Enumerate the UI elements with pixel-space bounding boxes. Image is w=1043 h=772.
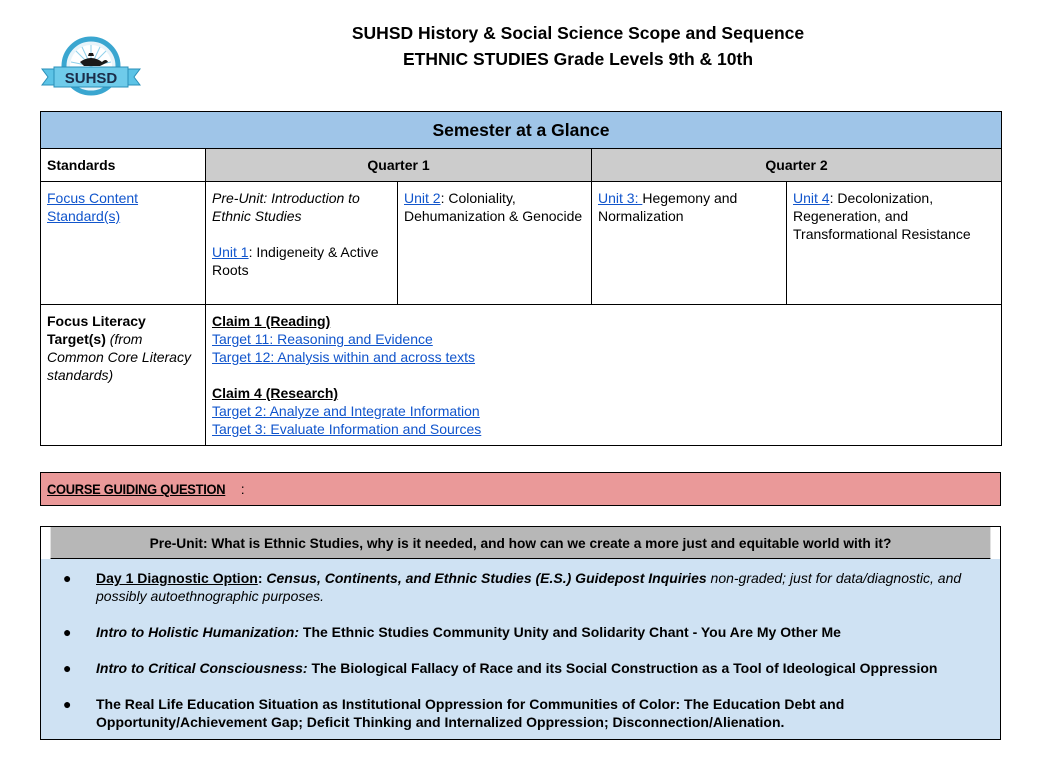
diagnostic-title: Census, Continents, and Ethnic Studies (E.S.) Guidepost Inquiries bbox=[266, 570, 707, 586]
unit3-cell bbox=[592, 182, 787, 305]
claim-1-heading: Claim 1 (Reading) bbox=[212, 313, 331, 329]
target-11-link[interactable]: Target 11: Reasoning and Evidence bbox=[212, 331, 433, 347]
unit-2-title: : Coloniality, Dehumanization & Genocide bbox=[404, 190, 583, 224]
claim-4-heading: Claim 4 (Research) bbox=[212, 385, 339, 401]
quarter-1-header: Quarter 1 bbox=[206, 149, 592, 182]
course-guiding-question-bar bbox=[40, 472, 1001, 506]
pre-unit-body bbox=[41, 559, 1000, 739]
pre-unit-box bbox=[40, 526, 1001, 740]
unit-3-title: Hegemony and Normalization bbox=[598, 190, 738, 224]
unit-1-link[interactable]: Unit 1 bbox=[212, 244, 249, 260]
semester-heading: Semester at a Glance bbox=[41, 112, 1002, 149]
pre-unit-list bbox=[51, 569, 990, 731]
education-situation-text: The Real Life Education Situation as Institutional Oppression for Communities of Color: The Education Debt and Opportunity/Achievement Gap; Deficit Thinking and Internalized Oppression; Disconnection/Alienation. bbox=[96, 696, 845, 730]
logo-text: SUHSD bbox=[64, 70, 118, 87]
focus-content-standards-link[interactable]: Focus Content Standard(s) bbox=[47, 190, 139, 224]
unit4-cell bbox=[787, 182, 1002, 305]
unit-2-link[interactable]: Unit 2 bbox=[404, 190, 441, 206]
focus-literacy-label: Focus Literacy Target(s) bbox=[47, 313, 146, 347]
standards-header: Standards bbox=[41, 149, 206, 182]
document-title bbox=[250, 20, 906, 72]
target-2-link[interactable]: Target 2: Analyze and Integrate Information bbox=[212, 403, 480, 419]
unit2-cell bbox=[398, 182, 592, 305]
critical-consciousness-text: The Biological Fallacy of Race and its Social Construction as a Tool of Ideological Oppression bbox=[307, 660, 938, 676]
quarter-2-header: Quarter 2 bbox=[592, 149, 1002, 182]
unit-3-link[interactable]: Unit 3: bbox=[598, 190, 643, 206]
diagnostic-note: non-graded; just for data/diagnostic, and possibly autoethnographic purposes. bbox=[96, 570, 962, 604]
holistic-humanization-label: Intro to Holistic Humanization: bbox=[96, 624, 299, 640]
semester-at-a-glance-table bbox=[40, 111, 1002, 446]
target-12-link[interactable]: Target 12: Analysis within and across texts bbox=[212, 349, 476, 365]
bullet-icon: ● bbox=[63, 696, 72, 712]
list-item bbox=[51, 659, 990, 677]
list-item bbox=[51, 623, 990, 641]
unit-4-title: : Decolonization, Regeneration, and Transformational Resistance bbox=[793, 190, 971, 242]
focus-literacy-note: (from Common Core Literacy standards) bbox=[47, 331, 191, 383]
bullet-icon: ● bbox=[63, 624, 72, 640]
day1-diagnostic-label: Day 1 Diagnostic Option bbox=[96, 570, 258, 586]
pre-unit-unit1-cell bbox=[206, 182, 398, 305]
colon: : bbox=[257, 570, 267, 586]
title-line-1: SUHSD History & Social Science Scope and Sequence bbox=[351, 23, 805, 43]
bullet-icon: ● bbox=[63, 660, 72, 676]
target-3-link[interactable]: Target 3: Evaluate Information and Sources bbox=[212, 421, 482, 437]
pre-unit-question: Pre-Unit: What is Ethnic Studies, why is it needed, and how can we create a more just and equitable world with it? bbox=[51, 527, 991, 559]
list-item bbox=[51, 695, 990, 731]
unit-4-link[interactable]: Unit 4 bbox=[793, 190, 830, 206]
literacy-targets-cell bbox=[206, 305, 1002, 446]
course-guiding-question-colon: : bbox=[240, 481, 245, 497]
focus-content-standards-cell bbox=[41, 182, 206, 305]
focus-literacy-targets-cell bbox=[41, 305, 206, 446]
holistic-humanization-text: The Ethnic Studies Community Unity and Solidarity Chant - You Are My Other Me bbox=[299, 624, 841, 640]
list-item bbox=[51, 569, 990, 605]
title-line-2: ETHNIC STUDIES Grade Levels 9th & 10th bbox=[402, 49, 754, 69]
suhsd-logo bbox=[38, 36, 144, 100]
unit-1-title: : Indigeneity & Active Roots bbox=[212, 244, 379, 278]
pre-unit-label: Pre-Unit: Introduction to Ethnic Studies bbox=[212, 190, 360, 224]
bullet-icon: ● bbox=[63, 570, 72, 586]
critical-consciousness-label: Intro to Critical Consciousness: bbox=[96, 660, 308, 676]
course-guiding-question-label: COURSE GUIDING QUESTION bbox=[47, 481, 226, 497]
